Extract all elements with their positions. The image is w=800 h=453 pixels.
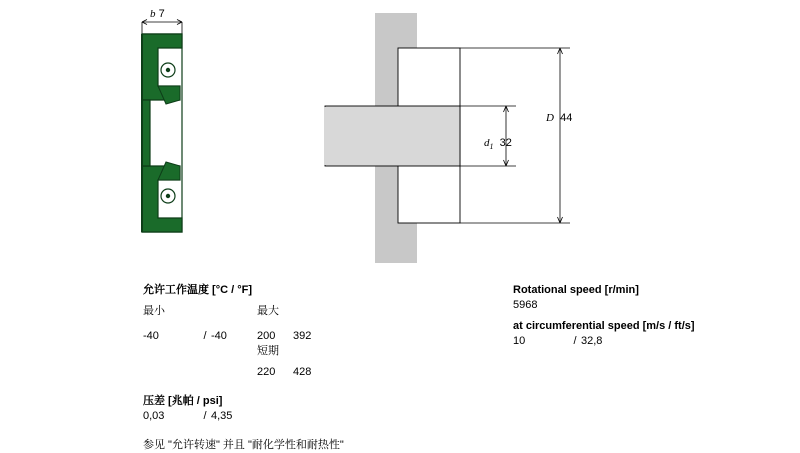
outer-diameter-dimension [558,48,563,223]
table-row [143,365,333,380]
outer-diameter-value: 44 [560,112,573,124]
table-row [513,334,602,349]
circumferential-speed-table [513,334,602,349]
table-row [143,409,232,424]
operating-conditions-block [143,283,443,453]
width-value: 7 [158,8,165,20]
short-term-celsius: 220 [257,366,276,378]
slash-separator: / [573,335,577,347]
min-temp-celsius: -40 [143,330,159,342]
outer-diameter-symbol: D [546,112,554,124]
table-row [143,304,333,319]
min-header: 最小 [143,305,165,317]
pressure-mpa: 0,03 [143,410,165,422]
inner-diameter-symbol: d [484,137,490,149]
circumferential-speed-fts: 32,8 [581,335,603,347]
speed-block [513,283,793,349]
short-term-label: 短期 [257,345,279,357]
pressure-table [143,409,232,424]
rotational-speed-heading: Rotational speed [r/min] [513,284,639,296]
dimension-extension-lines [460,48,573,223]
circumferential-speed-ms: 10 [513,335,526,347]
min-temp-fahrenheit: -40 [211,330,227,342]
width-dimension-arrow [142,20,182,35]
max-temp-celsius: 200 [257,330,276,342]
reference-note: 参见 "允许转速" 并且 "耐化学性和耐热性" [143,439,344,451]
pressure-heading: 压差 [兆帕 / psi] [143,395,223,407]
max-temp-fahrenheit: 392 [293,330,312,342]
max-header: 最大 [257,305,279,317]
slash-separator: / [203,330,207,342]
inner-diameter-dimension [504,106,509,166]
garter-spring-upper [161,63,175,77]
temperature-table [143,304,333,380]
circumferential-speed-heading: at circumferential speed [m/s / ft/s] [513,320,695,332]
slash-separator: / [203,410,207,422]
inner-diameter-value: 32 [499,137,512,149]
outer-diameter-label [546,112,572,124]
temperature-heading: 允许工作温度 [°C / °F] [143,284,253,296]
garter-spring-lower [161,189,175,203]
seal-body [142,34,182,232]
short-term-fahrenheit: 428 [293,366,312,378]
table-row [143,344,333,359]
table-row [143,329,333,344]
inner-diameter-label [484,137,512,151]
shaft [325,106,460,166]
rotational-speed-value: 5968 [513,299,538,311]
width-symbol: b [150,8,156,20]
inner-diameter-subscript: 1 [489,142,494,152]
pressure-psi: 4,35 [211,410,233,422]
seal-cross-section-figure [120,8,300,258]
